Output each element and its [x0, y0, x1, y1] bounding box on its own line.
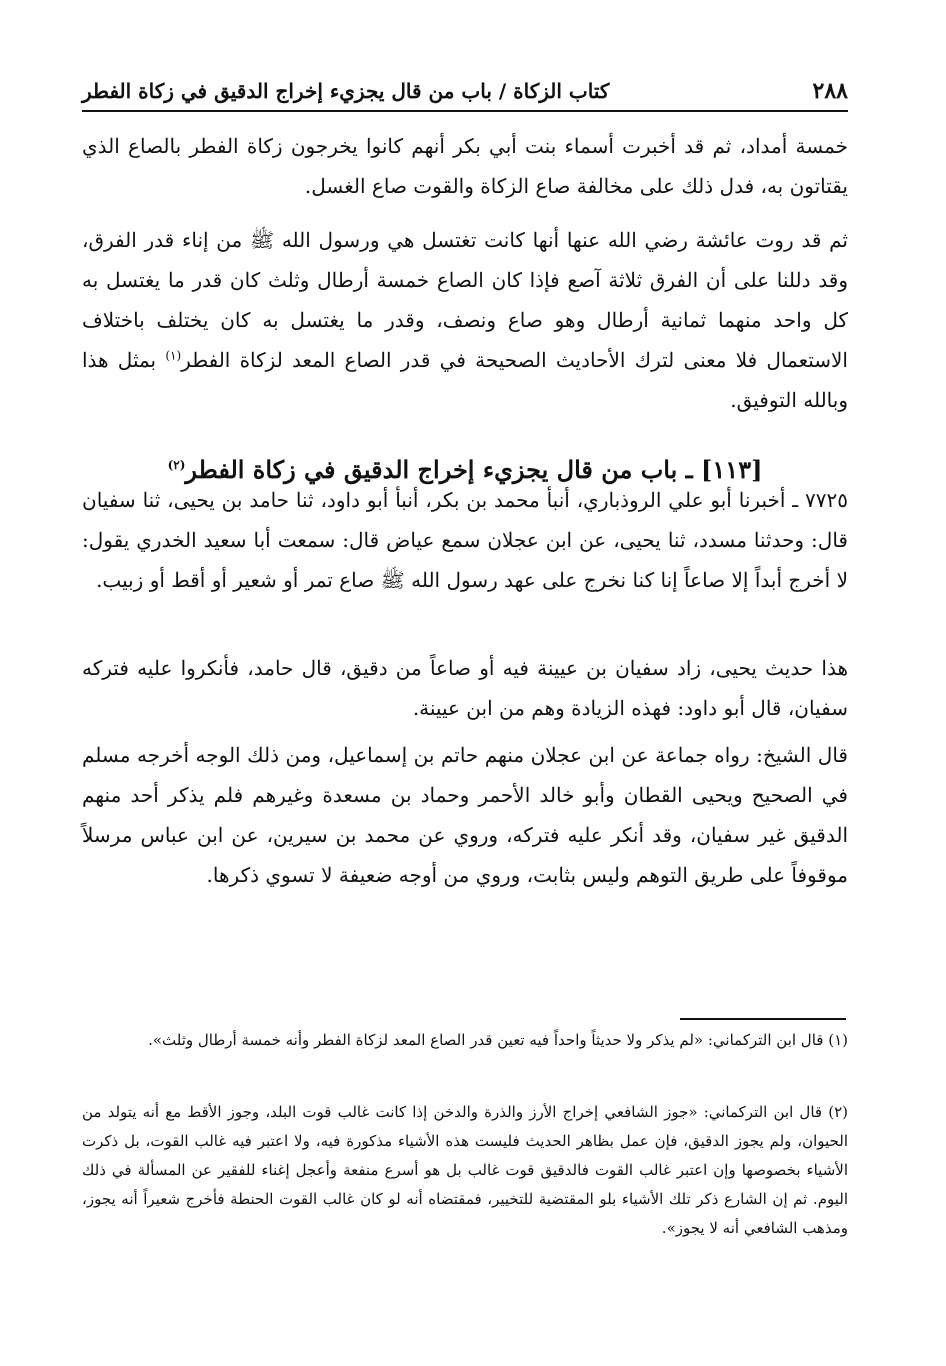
- paragraph-shaykh: قال الشيخ: رواه جماعة عن ابن عجلان منهم حاتم بن إسماعيل، ومن ذلك الوجه أخرجه مسلم في الصحيح ويحيى القطان وأبو خالد الأحمر وحماد بن مسعدة وغيرهم فلم يذكر أحد منهم الدقيق غير سفيان، وقد أنكر عليه فتركه، وروي عن محمد بن سيرين، عن ابن عباس مرسلاً موقوفاً على طريق التوهم وليس بثابت، وروي من أوجه ضعيفة لا تسوي ذكرها.: [82, 743, 849, 887]
- chapter-heading-text: [١١٣] ـ باب من قال يجزيء إخراج الدقيق في زكاة الفطر: [185, 455, 763, 484]
- footnote-1: (١) قال ابن التركماني: «لم يذكر ولا حديثاً واحداً فيه تعين قدر الصاع المعد لزكاة الفطر وأنه خمسة أرطال وثلث».: [148, 1031, 848, 1049]
- footnote-divider: [680, 1018, 846, 1020]
- paragraph-2-end: بمثل هذا وبالله التوفيق.: [82, 348, 848, 412]
- page-number: ٢٨٨: [812, 78, 848, 104]
- paragraph-2: [82, 220, 848, 420]
- paragraph-2-text: ثم قد روت عائشة رضي الله عنها أنها كانت تغتسل هي ورسول الله ﷺ من إناء قدر الفرق، وقد دللنا على أن الفرق ثلاثة آصع فإذا كان الصاع خمسة أرطال وثلث كان قدر ما يغتسل به كل واحد منهما ثمانية أرطال وهو صاع ونصف، وقدر ما يغتسل به كان يختلف باختلاف الاستعمال فلا معنى لترك الأحاديث الصحيحة في قدر الصاع المعد لزكاة الفطر: [82, 228, 848, 372]
- footnote-2: (٢) قال ابن التركماني: «جوز الشافعي إخراج الأرز والذرة والدخن إذا كانت غالب قوت البلد، وجوز الأقط مع أنه يتولد من الحيوان، ولم يجوز الدقيق، فإن عمل بظاهر الحديث فليست هذه الأشياء مذكورة فيه، ولا اعتبر فيه غالب القوت، بل ذكرت الأشياء بخصوصها وإن اعتبر غالب القوت فالدقيق قوت غالب بل هو أسرع منفعة وأعجل إغناء للفقير عن المسألة في ذلك اليوم. ثم إن الشارع ذكر تلك الأشياء بلو المقتضية للتخيير، فمقتضاه أنه لو كان غالب القوت الحنطة فأخرج شعيراً أنه يجوز، ومذهب الشافعي أنه لا يجوز».: [82, 1103, 848, 1237]
- paragraph-1: خمسة أمداد، ثم قد أخبرت أسماء بنت أبي بكر أنهم كانوا يخرجون زكاة الفطر بالصاع الذي يقتاتون به، فدل ذلك على مخالفة صاع الزكاة والقوت صاع الغسل.: [82, 134, 848, 198]
- footnote-ref-1: (١): [165, 348, 182, 363]
- running-title: كتاب الزكاة / باب من قال يجزيء إخراج الدقيق في زكاة الفطر: [82, 79, 610, 103]
- hadith-7725: ٧٧٢٥ ـ أخبرنا أبو علي الروذباري، أنبأ محمد بن بكر، أنبأ أبو داود، ثنا حامد بن يحيى، ثنا سفيان قال: وحدثنا مسدد، ثنا يحيى، عن ابن عجلان سمع عياض قال: سمعت أبا سعيد الخدري يقول: لا أخرج أبداً إلا صاعاً إنا كنا نخرج على عهد رسول الله ﷺ صاع تمر أو شعير أو أقط أو زبيب.: [82, 488, 848, 592]
- paragraph-commentary: هذا حديث يحيى، زاد سفيان بن عيينة فيه أو صاعاً من دقيق، قال حامد، فأنكروا عليه فتركه سفيان، قال أبو داود: فهذه الزيادة وهم من ابن عيينة.: [82, 656, 848, 720]
- running-header: [82, 76, 848, 112]
- footnote-ref-2: (٢): [167, 458, 186, 472]
